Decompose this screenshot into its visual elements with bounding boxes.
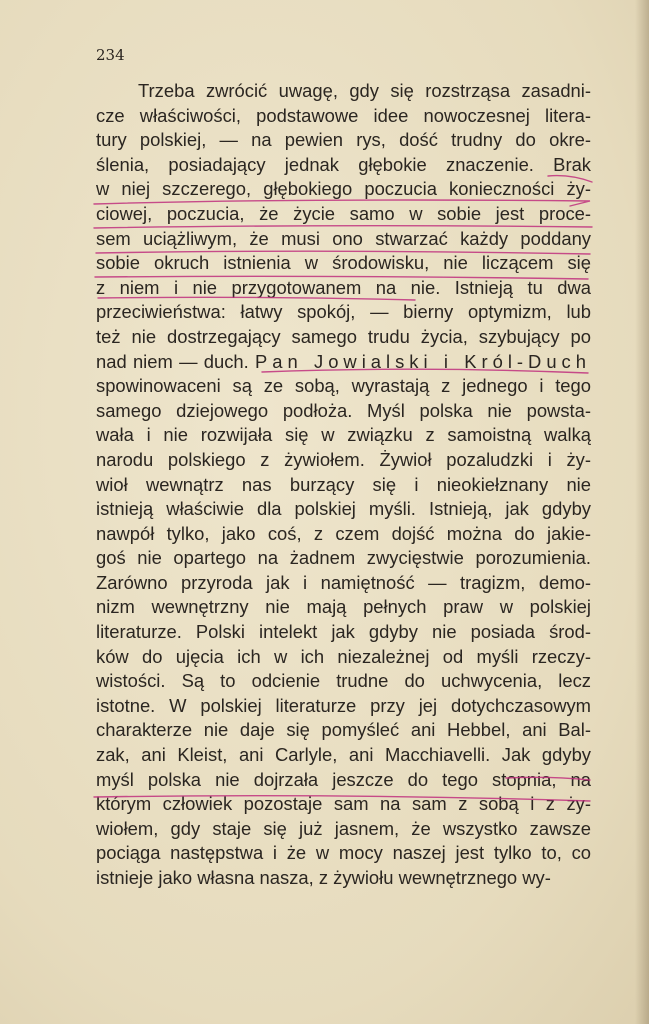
body-text (96, 79, 591, 891)
text-line: istnieją właściwie dla polskiej myśli. Istnieją, jak gdyby (96, 498, 591, 520)
text-line: przeciwieństwa: łatwy spokój, — bierny optymizm, lub (96, 301, 591, 323)
text-line: charakterze nie daje się pomyśleć ani Hebbel, ani Bal- (96, 719, 591, 741)
text-line: w niej szczerego, głębokiego poczucia konieczności ży- (96, 178, 591, 200)
text-line: wiołem, gdy staje się już jasnem, że wszystko zawsze (96, 817, 591, 839)
page-edge-shadow (635, 0, 649, 1024)
text-line: myśl polska nie dojrzała jeszcze do tego stopnia, na (96, 768, 591, 790)
text-line: istnieje jako własna nasza, z żywiołu wewnętrznego wy- (96, 867, 551, 888)
text-line: narodu polskiego z żywiołem. Żywioł pozaludzki i ży- (96, 448, 591, 470)
text-fragment: nad niem — duch. (96, 350, 256, 372)
text-line: ków do ujęcia ich w ich niezależnej od myśli rzeczy- (96, 645, 591, 667)
text-line: ciowej, poczucia, że życie samo w sobie jest proce- (96, 202, 591, 224)
text-line: wioł wewnątrz nas burzący się i nieokiełznany nie (96, 473, 591, 495)
text-line: goś nie opartego na żadnem zwycięstwie porozumienia. (96, 547, 591, 569)
text-line: sobie okruch istnienia w środowisku, nie liczącem się (96, 252, 591, 274)
text-line: tury polskiej, — na pewien rys, dość trudny do okre- (96, 129, 591, 151)
text-line: zak, ani Kleist, ani Carlyle, ani Macchiavelli. Jak gdyby (96, 744, 591, 766)
text-line: którym człowiek pozostaje sam na sam z sobą i z ży- (96, 793, 591, 815)
text-line: cze właściwości, podstawowe idee nowoczesnej litera- (96, 104, 591, 126)
text-line-spaced-names (96, 350, 591, 375)
text-line: pociąga następstwa i że w mocy naszej jest tylko to, co (96, 842, 591, 864)
text-line: spowinowaceni są ze sobą, wyrastają z jednego i tego (96, 375, 591, 397)
text-line: też nie dostrzegający samego trudu życia, szybujący po (96, 325, 591, 347)
text-line: nizm wewnętrzny nie mają pełnych praw w polskiej (96, 596, 591, 618)
text-line: sem uciążliwym, że musi ono stwarzać każdy poddany (96, 227, 591, 249)
page-number: 234 (96, 46, 125, 64)
text-line: literaturze. Polski intelekt jak gdyby nie posiada środ- (96, 621, 591, 643)
text-line: istotne. W polskiej literaturze przy jej dotychczasowym (96, 694, 591, 716)
text-line: Zarówno przyroda jak i namiętność — tragizm, demo- (96, 571, 591, 593)
text-line: ślenia, posiadający jednak głębokie znaczenie. Brak (96, 153, 591, 175)
spaced-names: Pan Jowialski i Król-Duch (255, 350, 591, 372)
text-line: z niem i nie przygotowanem na nie. Istnieją tu dwa (96, 276, 591, 298)
text-line: wistości. Są to odcienie trudne do uchwycenia, lecz (96, 670, 591, 692)
text-line: wała i nie rozwijała się w związku z samoistną walką (96, 424, 591, 446)
text-line: Trzeba zwrócić uwagę, gdy się rozstrząsa zasadni- (138, 80, 591, 101)
text-line: nawpół tylko, jako coś, z czem dojść można do jakie- (96, 522, 591, 544)
text-line: samego dziejowego podłoża. Myśl polska nie powsta- (96, 399, 591, 421)
